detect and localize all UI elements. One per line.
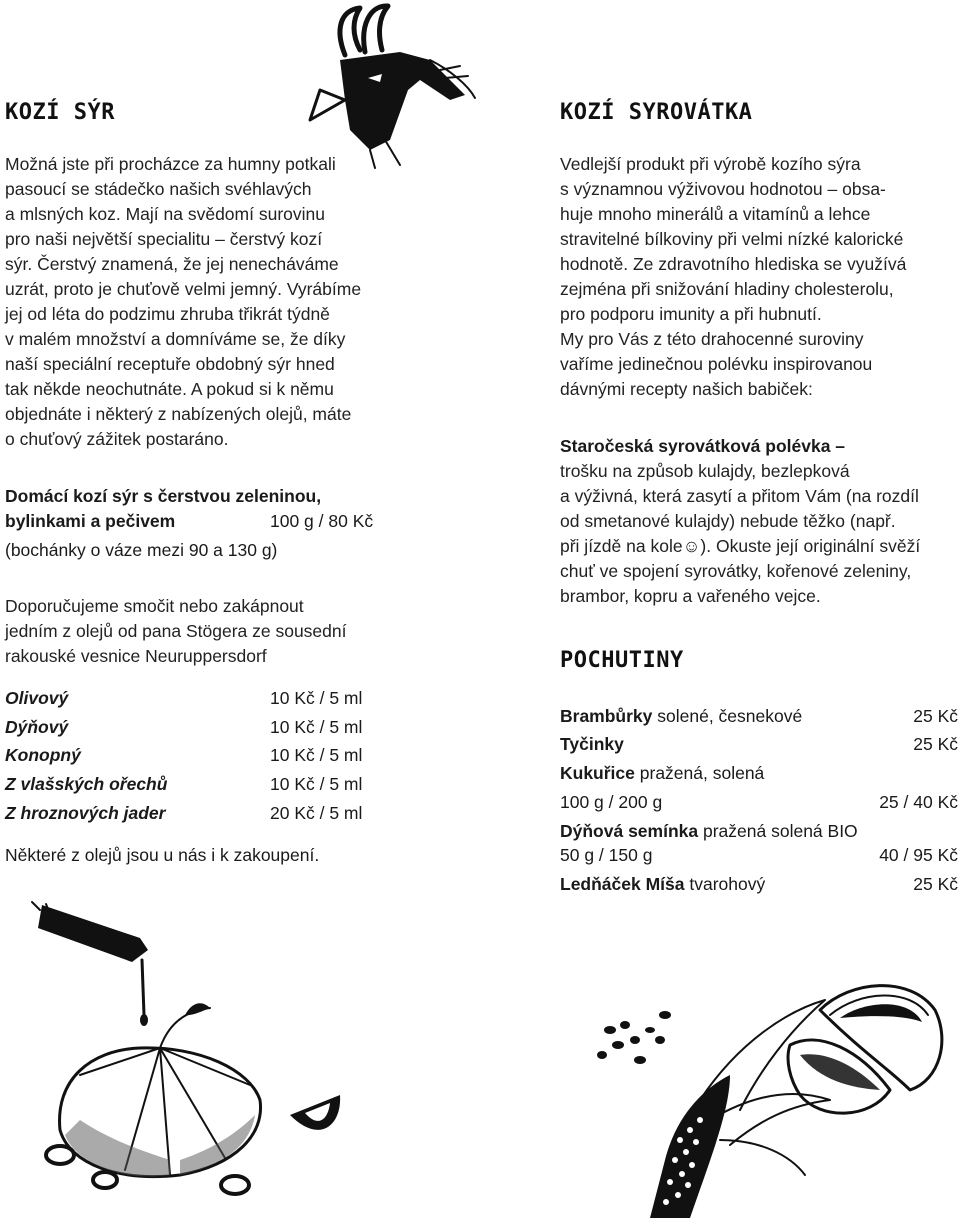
- snack-item: [560, 732, 624, 757]
- soup-description: [560, 459, 920, 609]
- corn-pumpkin-icon: [590, 970, 960, 1218]
- text-line: rakouské vesnice Neuruppersdorf: [5, 646, 267, 666]
- dish-title-line1: Domácí kozí sýr s čerstvou zeleninou,: [5, 486, 322, 506]
- text-line: pro podporu imunity a při hubnutí.: [560, 304, 822, 324]
- text-line: My pro Vás z této drahocenné suroviny: [560, 329, 864, 349]
- oil-name: Z vlašských ořechů: [5, 774, 168, 794]
- snack-item: [560, 761, 764, 786]
- soup-title: Staročeská syrovátková polévka –: [560, 436, 846, 456]
- oil-price: 10 Kč / 5 ml: [270, 774, 363, 794]
- snack-item: [560, 819, 858, 844]
- dish-note: (bochánky o váze mezi 90 a 130 g): [5, 540, 278, 560]
- snack-name: Kukuřice: [560, 763, 635, 783]
- goat-whey-intro: [560, 152, 906, 402]
- cheese-oil-icon: [20, 900, 360, 1218]
- snack-price: 25 Kč: [913, 734, 958, 754]
- text-line: Možná jste při procházce za humny potkali: [5, 154, 336, 174]
- text-line: naší speciální receptuře obdobný sýr hned: [5, 354, 335, 374]
- text-line: jedním z olejů od pana Stögera ze sousední: [5, 621, 347, 641]
- text-line: s významnou výživovou hodnotou – obsa-: [560, 179, 886, 199]
- text-line: stravitelné bílkoviny při velmi nízké kalorické: [560, 229, 904, 249]
- goat-cheese-intro: [5, 152, 361, 452]
- snack-name: Brambůrky: [560, 706, 653, 726]
- snack-price: 25 Kč: [913, 874, 958, 894]
- text-line: jej od léta do podzimu zhruba třikrát týdně: [5, 304, 330, 324]
- text-line: Vedlejší produkt při výrobě kozího sýra: [560, 154, 861, 174]
- oil-name: Olivový: [5, 688, 69, 708]
- snack-qty: 50 g / 150 g: [560, 845, 653, 865]
- oil-price: 20 Kč / 5 ml: [270, 803, 363, 823]
- snack-price: 25 / 40 Kč: [879, 792, 958, 812]
- snack-desc: tvarohový: [684, 874, 766, 894]
- oil-intro: [5, 594, 346, 669]
- section-heading-goat-cheese: KOZÍ SÝR: [5, 100, 115, 125]
- text-line: při jízdě na kole☺). Okuste její originální svěží: [560, 536, 921, 556]
- oil-name: Z hroznových jader: [5, 803, 166, 823]
- text-line: sýr. Čerstvý znamená, že jej nenecháváme: [5, 254, 339, 274]
- snack-item: [560, 704, 802, 729]
- dish-title-line2: bylinkami a pečivem: [5, 511, 176, 531]
- text-line: v malém množství a domníváme se, že díky: [5, 329, 346, 349]
- text-line: o chuťový zážitek postaráno.: [5, 429, 229, 449]
- snack-name: Ledňáček Míša: [560, 874, 685, 894]
- text-line: brambor, kopru a vařeného vejce.: [560, 586, 821, 606]
- text-line: uzrát, proto je chuťově velmi jemný. Vyrábíme: [5, 279, 362, 299]
- text-line: dávnými recepty našich babiček:: [560, 379, 813, 399]
- text-line: trošku na způsob kulajdy, bezlepková: [560, 461, 850, 481]
- snack-desc: pražená, solená: [634, 763, 765, 783]
- text-line: zejména při snižování hladiny cholesterolu,: [560, 279, 894, 299]
- text-line: a mlsných koz. Mají na svědomí surovinu: [5, 204, 325, 224]
- snack-desc: solené, česnekové: [652, 706, 803, 726]
- text-line: huje mnoho minerálů a vitamínů a lehce: [560, 204, 871, 224]
- oil-price: 10 Kč / 5 ml: [270, 717, 363, 737]
- snack-desc: pražená solená BIO: [698, 821, 858, 841]
- text-line: objednáte i některý z nabízených olejů, máte: [5, 404, 352, 424]
- oil-price: 10 Kč / 5 ml: [270, 745, 363, 765]
- dish-price: 100 g / 80 Kč: [270, 511, 374, 531]
- snack-item: [560, 872, 765, 897]
- text-line: chuť ve spojení syrovátky, kořenové zeleniny,: [560, 561, 912, 581]
- snack-qty: 100 g / 200 g: [560, 792, 663, 812]
- text-line: Doporučujeme smočit nebo zakápnout: [5, 596, 304, 616]
- snack-price: 25 Kč: [913, 706, 958, 726]
- text-line: vaříme jedinečnou polévku inspirovanou: [560, 354, 873, 374]
- text-line: tak někde neochutnáte. A pokud si k němu: [5, 379, 334, 399]
- oil-footer: Některé z olejů jsou u nás i k zakoupení.: [5, 845, 320, 865]
- text-line: pasoucí se stádečko našich svéhlavých: [5, 179, 312, 199]
- oil-price: 10 Kč / 5 ml: [270, 688, 363, 708]
- goat-icon: [290, 0, 480, 170]
- text-line: hodnotě. Ze zdravotního hlediska se využívá: [560, 254, 907, 274]
- oil-name: Dýňový: [5, 717, 69, 737]
- text-line: pro naši největší specialitu – čerstvý kozí: [5, 229, 323, 249]
- oil-name: Konopný: [5, 745, 81, 765]
- section-heading-snacks: POCHUTINY: [560, 648, 684, 673]
- snack-name: Dýňová semínka: [560, 821, 699, 841]
- text-line: a výživná, která zasytí a přitom Vám (na rozdíl: [560, 486, 919, 506]
- snack-name: Tyčinky: [560, 734, 624, 754]
- section-heading-goat-whey: KOZÍ SYROVÁTKA: [560, 100, 753, 125]
- snack-price: 40 / 95 Kč: [879, 845, 958, 865]
- text-line: od smetanové kulajdy) nebude těžko (např.: [560, 511, 896, 531]
